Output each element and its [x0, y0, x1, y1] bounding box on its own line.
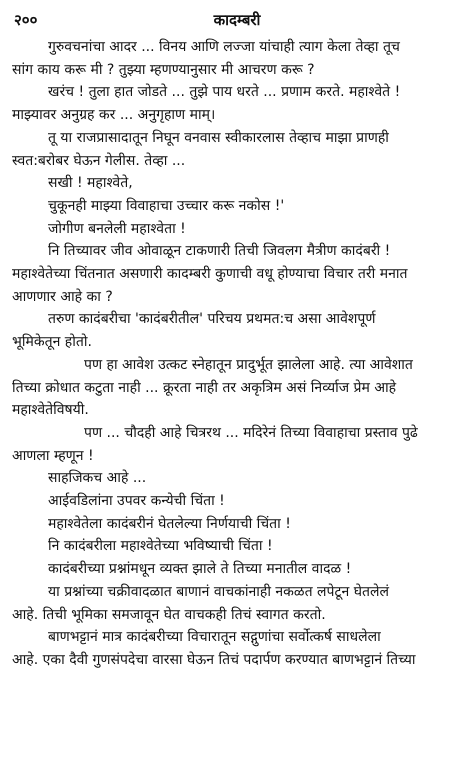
text-line: कादंबरीच्या प्रश्नांमधून व्यक्त झाले ते तिच्या मनातील वादळ !	[48, 561, 352, 578]
text-line: महाश्वेतेविषयी.	[12, 402, 89, 419]
text-line: तरुण कादंबरीचा 'कादंबरीतील' परिचय प्रथमत:च असा आवेशपूर्ण	[48, 311, 376, 328]
running-title: कादम्बरी	[213, 11, 261, 29]
body-text	[12, 36, 462, 672]
page-header	[12, 8, 462, 32]
text-line: जोगीण बनलेली महाश्वेता !	[48, 220, 186, 237]
text-line: तिच्या क्रोधात कटुता नाही ... क्रूरता नाही तर अकृत्रिम असं निर्व्याज प्रेम आहे	[12, 379, 397, 396]
text-line: साहजिकच आहे ...	[48, 470, 147, 487]
text-line: माझ्यावर अनुग्रह कर ... अनुगृहाण माम्।	[12, 107, 216, 124]
text-line: महाश्वेतेच्या चिंतनात असणारी कादम्बरी कुणाची वधू होण्याचा विचार तरी मनात	[12, 266, 408, 283]
text-line: गुरुवचनांचा आदर ... विनय आणि लज्जा यांचाही त्याग केला तेव्हा तूच	[48, 39, 400, 55]
text-line: सखी ! महाश्वेते,	[48, 175, 133, 192]
text-line: आणणार आहे का ?	[12, 288, 113, 305]
text-line: नि तिच्यावर जीव ओवाळून टाकणारी तिची जिवलग मैत्रीण कादंबरी !	[48, 243, 391, 260]
text-line: आहे. एका दैवी गुणसंपदेचा वारसा घेऊन तिचं पदार्पण करण्यात बाणभट्टानं तिच्या	[12, 651, 416, 668]
text-line: नि कादंबरीला महाश्वेतेच्या भविष्याची चिंता !	[48, 538, 273, 555]
text-line: भूमिकेतून होतो.	[12, 334, 92, 351]
text-line: पण हा आवेश उत्कट स्नेहातून प्रादुर्भूत झालेला आहे. त्या आवेशात	[84, 356, 413, 373]
text-line: आहे. तिची भूमिका समजावून घेत वाचकही तिचं स्वागत करतो.	[12, 606, 326, 623]
text-line: आणला म्हणून !	[12, 447, 94, 464]
text-line: या प्रश्नांच्या चक्रीवादळात बाणानं वाचकांनाही नकळत लपेटून घेतलेलं	[48, 583, 389, 600]
text-line: महाश्वेतेला कादंबरीनं घेतलेल्या निर्णयाची चिंता !	[48, 515, 291, 532]
text-line: तू या राजप्रासादातून निघून वनवास स्वीकारलास तेव्हाच माझा प्राणही	[48, 129, 389, 146]
text-line: बाणभट्टानं मात्र कादंबरीच्या विचारातून सद्गुणांचा सर्वोत्कर्ष साधलेला	[48, 629, 381, 646]
text-line: खरंच ! तुला हात जोडते ... तुझे पाय धरते ... प्रणाम करते. महाश्वेते !	[48, 84, 401, 101]
text-line: सांग काय करू मी ? तुझ्या म्हणण्यानुसार मी आचरण करू ?	[12, 61, 315, 78]
text-line: स्वत:बरोबर घेऊन गेलीस. तेव्हा ...	[12, 152, 186, 169]
text-line: पण ... चौदही आहे चित्ररथ ... मदिरेनं तिच्या विवाहाचा प्रस्ताव पुढे	[84, 424, 418, 441]
text-line: चुकूनही माझ्या विवाहाचा उच्चार करू नकोस !'	[48, 197, 285, 214]
page-number: २००	[14, 11, 38, 29]
text-line: आईवडिलांना उपवर कन्येची चिंता !	[48, 493, 225, 510]
